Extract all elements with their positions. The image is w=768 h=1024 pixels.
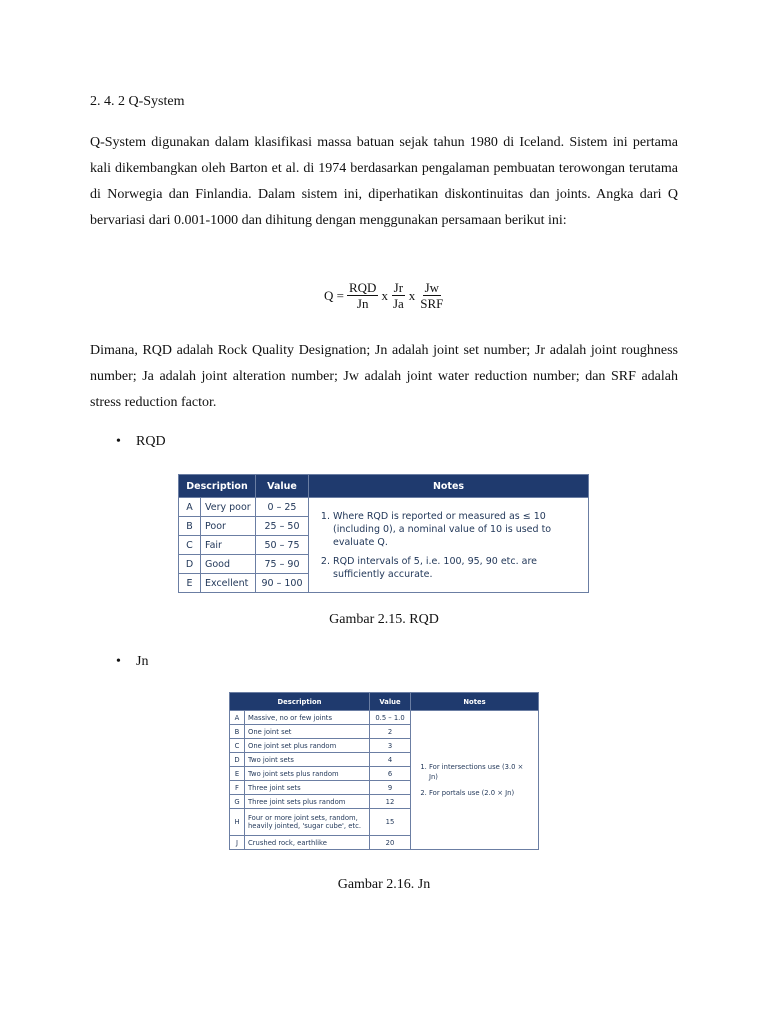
q-formula bbox=[324, 280, 446, 311]
row-letter: C bbox=[230, 739, 245, 753]
bullet-icon: • bbox=[116, 654, 121, 669]
jn-table bbox=[229, 692, 539, 850]
row-letter: G bbox=[230, 795, 245, 809]
row-description: Massive, no or few joints bbox=[245, 711, 370, 725]
bullet-rqd bbox=[116, 434, 166, 450]
row-letter: C bbox=[179, 536, 201, 555]
notes-cell bbox=[309, 498, 589, 593]
header-value: Value bbox=[370, 693, 411, 711]
definition-paragraph: Dimana, RQD adalah Rock Quality Designation; Jn adalah joint set number; Jr adalah joint roughness number; Ja adalah joint alteration number; Jw adalah joint water reduction number; dan SRF adalah stress reduction factor. bbox=[90, 343, 678, 410]
row-description: Excellent bbox=[201, 574, 256, 593]
formula-numerator: RQD bbox=[348, 280, 377, 295]
row-letter: A bbox=[230, 711, 245, 725]
row-value: 20 bbox=[370, 836, 411, 850]
formula-numerator: Jw bbox=[424, 280, 440, 295]
note-item: 2. RQD intervals of 5, i.e. 100, 95, 90 etc. are sufficiently accurate. bbox=[333, 555, 580, 581]
formula-lhs: Q = bbox=[324, 287, 344, 303]
row-letter: F bbox=[230, 781, 245, 795]
table-header-row bbox=[179, 475, 589, 498]
bullet-label: RQD bbox=[136, 434, 166, 449]
row-description: Four or more joint sets, random, heavily jointed, 'sugar cube', etc. bbox=[245, 809, 370, 836]
row-value: 50 – 75 bbox=[256, 536, 309, 555]
formula-denominator: Jn bbox=[356, 296, 369, 311]
bullet-label: Jn bbox=[136, 654, 149, 669]
row-letter: A bbox=[179, 498, 201, 517]
row-description: One joint set plus random bbox=[245, 739, 370, 753]
rqd-table bbox=[178, 474, 589, 593]
row-description: Poor bbox=[201, 517, 256, 536]
fraction-jw-srf bbox=[418, 280, 445, 311]
table-row bbox=[179, 498, 589, 517]
row-value: 25 – 50 bbox=[256, 517, 309, 536]
bullet-jn bbox=[116, 654, 148, 670]
header-notes: Notes bbox=[309, 475, 589, 498]
row-description: Three joint sets plus random bbox=[245, 795, 370, 809]
row-description: Two joint sets bbox=[245, 753, 370, 767]
formula-times: x bbox=[408, 287, 416, 303]
row-description: Crushed rock, earthlike bbox=[245, 836, 370, 850]
row-value: 9 bbox=[370, 781, 411, 795]
row-value: 3 bbox=[370, 739, 411, 753]
note-item: 2. For portals use (2.0 × Jn) bbox=[429, 788, 532, 798]
header-notes: Notes bbox=[411, 693, 539, 711]
row-letter: D bbox=[179, 555, 201, 574]
row-description: Good bbox=[201, 555, 256, 574]
row-value: 90 – 100 bbox=[256, 574, 309, 593]
row-description: Three joint sets bbox=[245, 781, 370, 795]
row-description: One joint set bbox=[245, 725, 370, 739]
row-description: Very poor bbox=[201, 498, 256, 517]
row-letter: E bbox=[179, 574, 201, 593]
section-heading: 2. 4. 2 Q-System bbox=[90, 94, 185, 109]
intro-paragraph: Q-System digunakan dalam klasifikasi massa batuan sejak tahun 1980 di Iceland. Sistem ini pertama kali dikembangkan oleh Barton et al. di 1974 berdasarkan pengalaman pembuatan terowongan terutama di Norwegia dan Finlandia. Dalam sistem ini, diperhatikan diskontinuitas dan joints. Angka dari Q bervariasi dari 0.001-1000 dan dihitung dengan menggunakan persamaan berikut ini: bbox=[90, 135, 678, 228]
header-value: Value bbox=[256, 475, 309, 498]
row-letter: E bbox=[230, 767, 245, 781]
row-value: 0.5 – 1.0 bbox=[370, 711, 411, 725]
formula-denominator: SRF bbox=[420, 296, 444, 311]
row-description: Two joint sets plus random bbox=[245, 767, 370, 781]
row-value: 4 bbox=[370, 753, 411, 767]
figure-caption-jn: Gambar 2.16. Jn bbox=[337, 877, 431, 892]
row-value: 0 – 25 bbox=[256, 498, 309, 517]
row-value: 12 bbox=[370, 795, 411, 809]
header-description: Description bbox=[179, 475, 256, 498]
row-letter: D bbox=[230, 753, 245, 767]
formula-denominator: Ja bbox=[392, 296, 404, 311]
row-letter: J bbox=[230, 836, 245, 850]
fraction-jr-ja bbox=[391, 280, 406, 311]
table-header-row bbox=[230, 693, 539, 711]
figure-caption-rqd: Gambar 2.15. RQD bbox=[329, 612, 439, 627]
row-letter: B bbox=[179, 517, 201, 536]
row-value: 75 – 90 bbox=[256, 555, 309, 574]
formula-times: x bbox=[381, 287, 388, 303]
table-row bbox=[230, 711, 539, 725]
row-value: 15 bbox=[370, 809, 411, 836]
bullet-icon: • bbox=[116, 434, 121, 449]
formula-numerator: Jr bbox=[393, 280, 404, 295]
row-value: 6 bbox=[370, 767, 411, 781]
notes-cell bbox=[411, 711, 539, 850]
row-value: 2 bbox=[370, 725, 411, 739]
note-item: 1. For intersections use (3.0 × Jn) bbox=[429, 762, 532, 782]
note-item: 1. Where RQD is reported or measured as ≤ 10 (including 0), a nominal value of 10 is used to evaluate Q. bbox=[333, 510, 580, 549]
header-description: Description bbox=[230, 693, 370, 711]
row-description: Fair bbox=[201, 536, 256, 555]
row-letter: H bbox=[230, 809, 245, 836]
row-letter: B bbox=[230, 725, 245, 739]
fraction-rqd-jn bbox=[347, 280, 378, 311]
